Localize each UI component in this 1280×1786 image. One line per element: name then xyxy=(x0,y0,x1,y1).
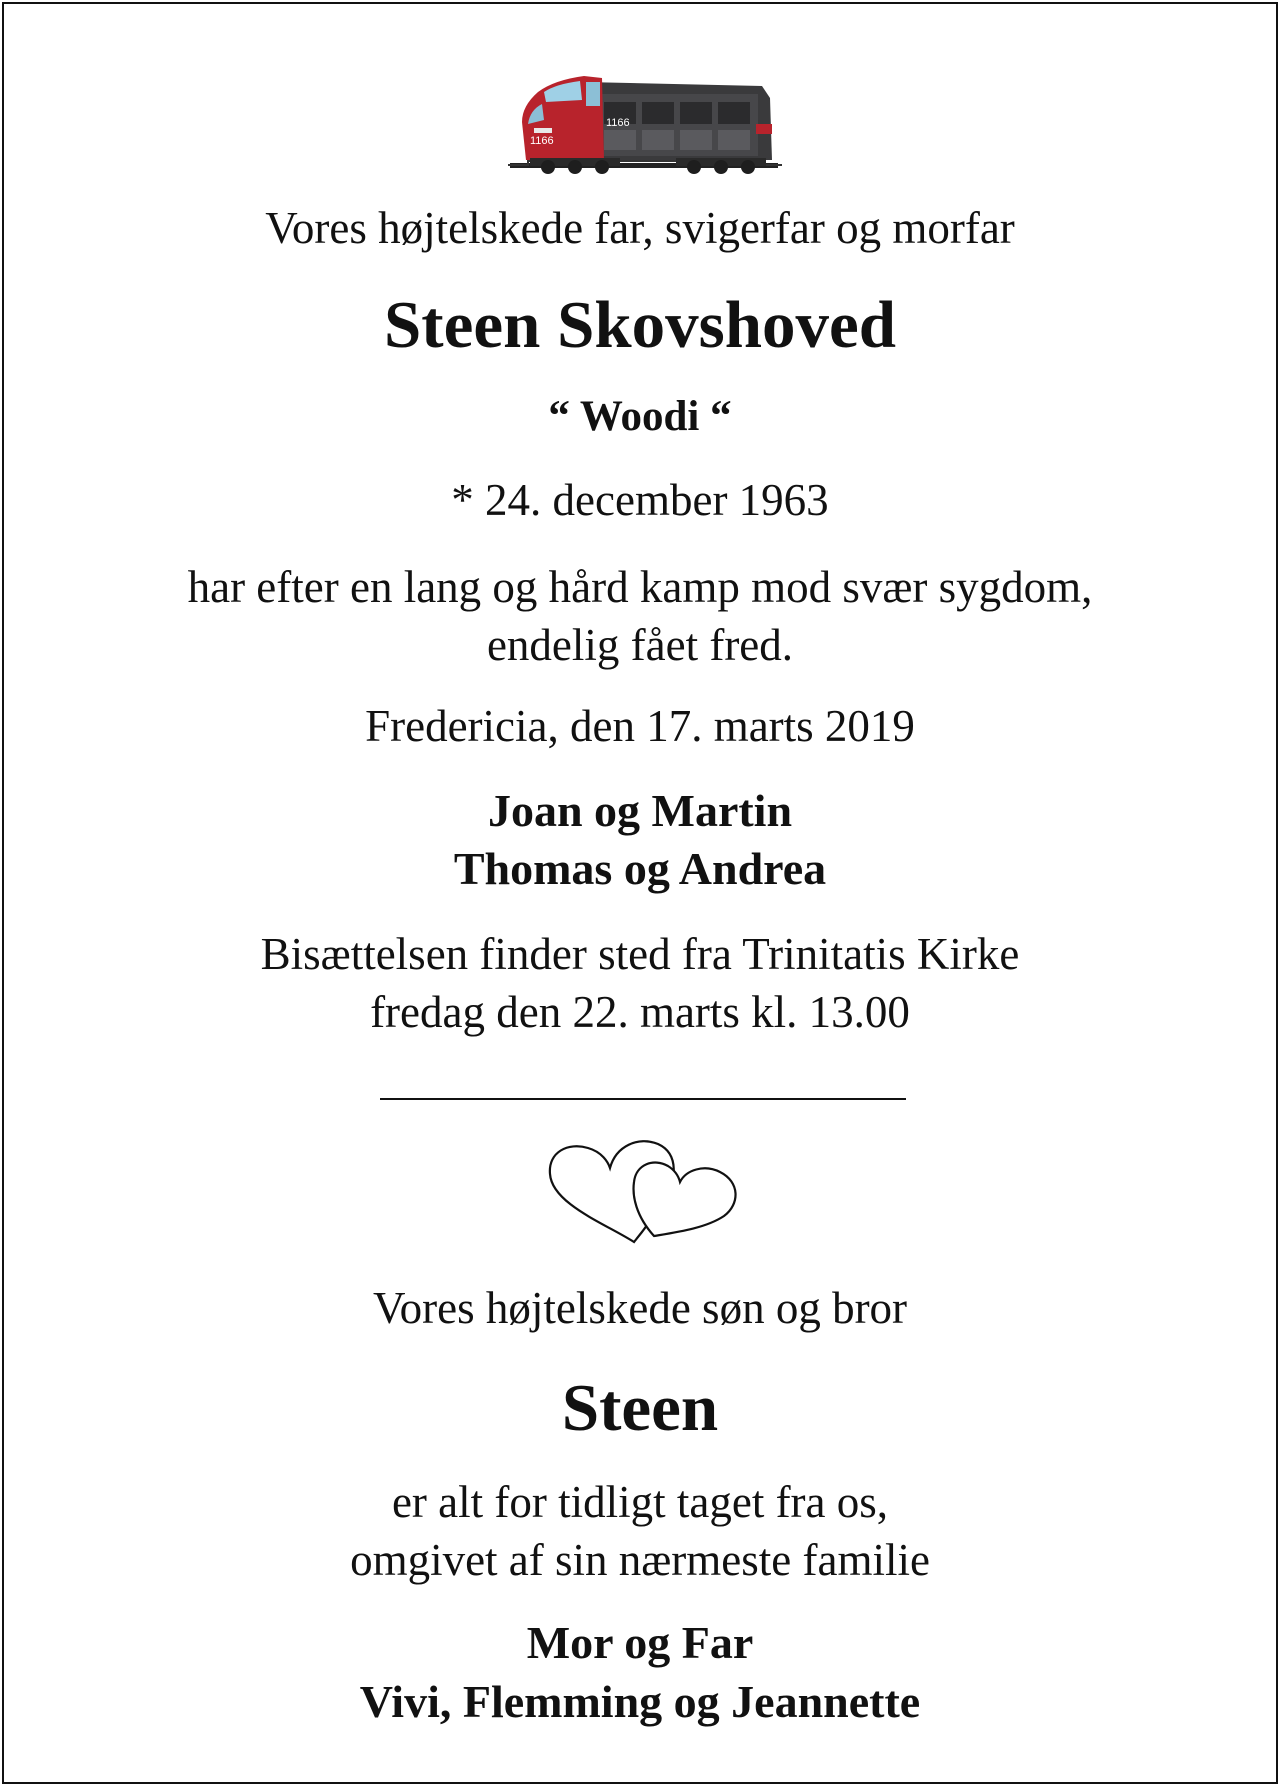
nickname: “ Woodi “ xyxy=(548,393,732,440)
notice-text-2-line-2: omgivet af sin nærmeste familie xyxy=(350,1535,930,1585)
locomotive-icon xyxy=(500,64,788,176)
family-2-line-2: Vivi, Flemming og Jeannette xyxy=(359,1676,921,1727)
notice-text-line-1: har efter en lang og hård kamp mod svær sygdom, xyxy=(187,562,1093,612)
family-2-line-1: Mor og Far xyxy=(526,1617,754,1668)
svg-text:1166: 1166 xyxy=(606,117,630,129)
obituary-notice xyxy=(2,2,1278,1784)
intro-text: Vores højtelskede far, svigerfar og morfar xyxy=(265,203,1015,253)
funeral-line-1: Bisættelsen finder sted fra Trinitatis Kirke xyxy=(260,929,1020,979)
funeral-line-2: fredag den 22. marts kl. 13.00 xyxy=(370,987,910,1037)
svg-text:1166: 1166 xyxy=(530,135,554,147)
birth-date: * 24. december 1963 xyxy=(451,475,829,525)
intro-text-2: Vores højtelskede søn og bror xyxy=(372,1283,908,1333)
place-date: Fredericia, den 17. marts 2019 xyxy=(365,701,915,751)
family-line-2: Thomas og Andrea xyxy=(453,843,827,894)
divider-rule xyxy=(380,1098,906,1100)
notice-text-2-line-1: er alt for tidligt taget fra os, xyxy=(391,1477,889,1527)
notice-text-line-2: endelig fået fred. xyxy=(486,620,794,670)
deceased-name: Steen Skovshoved xyxy=(384,288,896,362)
family-line-1: Joan og Martin xyxy=(487,785,793,836)
deceased-name-2: Steen xyxy=(561,1371,719,1445)
two-hearts-icon xyxy=(546,1134,746,1252)
